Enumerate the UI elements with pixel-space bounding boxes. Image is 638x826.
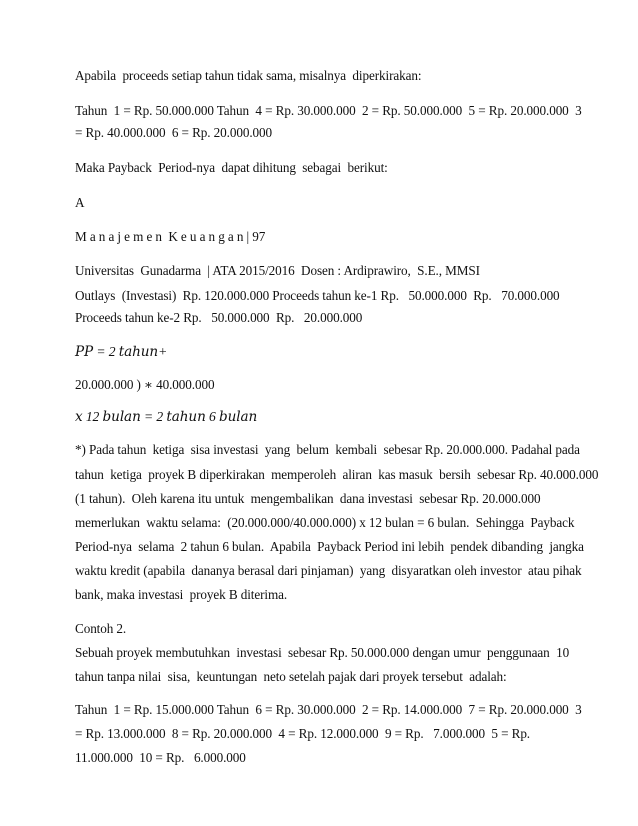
text-line: (1 tahun). Oleh karena itu untuk mengembalikan dana investasi sebesar Rp. 20.000.000 (75, 491, 541, 506)
text-line: bank, maka investasi proyek B diterima. (75, 587, 288, 602)
running-header: Universitas Gunadarma | ATA 2015/2016 Dosen : Ardiprawiro, S.E., MMSI (75, 263, 480, 278)
section-heading: Contoh 2. (75, 621, 127, 636)
text-line: *) Pada tahun ketiga sisa investasi yang belum kembali sebesar Rp. 20.000.000. Padahal pada (75, 442, 580, 457)
text-line: Outlays (Investasi) Rp. 120.000.000 Proceeds tahun ke-1 Rp. 50.000.000 Rp. 70.000.000 (75, 288, 560, 303)
text-line: 11.000.000 10 = Rp. 6.000.000 (75, 750, 246, 765)
text-line: tahun tanpa nilai sisa, keuntungan neto setelah pajak dari proyek tersebut adalah: (75, 669, 507, 684)
text-line: waktu kredit (apabila dananya berasal dari pinjaman) yang disyaratkan oleh investor atau pihak (75, 563, 582, 578)
text-line: = Rp. 13.000.000 8 = Rp. 20.000.000 4 = Rp. 12.000.000 9 = Rp. 7.000.000 5 = Rp. (75, 726, 531, 741)
text-line: Apabila proceeds setiap tahun tidak sama, misalnya diperkirakan: (75, 68, 422, 83)
text-line: Proceeds tahun ke-2 Rp. 50.000.000 Rp. 20.000.000 (75, 310, 363, 325)
text-line: A (75, 195, 85, 210)
math-line: 𝑃𝑃 = 2 𝑡𝑎ℎ𝑢𝑛+ (75, 344, 168, 359)
text-line: = Rp. 40.000.000 6 = Rp. 20.000.000 (75, 125, 273, 140)
text-line: Maka Payback Period-nya dapat dihitung sebagai berikut: (75, 160, 388, 175)
math-line: 20.000.000 ) ∗ 40.000.000 (75, 377, 215, 392)
math-line: 𝑥 12 𝑏𝑢𝑙𝑎𝑛 = 2 𝑡𝑎ℎ𝑢𝑛 6 𝑏𝑢𝑙𝑎𝑛 (75, 409, 258, 424)
text-line: tahun ketiga proyek B diperkirakan memperoleh aliran kas masuk bersih sebesar Rp. 40.000.000 (75, 467, 599, 482)
text-line: Period-nya selama 2 tahun 6 bulan. Apabila Payback Period ini lebih pendek dibanding jangka (75, 539, 584, 554)
text-line: Tahun 1 = Rp. 50.000.000 Tahun 4 = Rp. 30.000.000 2 = Rp. 50.000.000 5 = Rp. 20.000.000 3 (75, 103, 582, 118)
text-line: memerlukan waktu selama: (20.000.000/40.000.000) x 12 bulan = 6 bulan. Sehingga Payback (75, 515, 575, 530)
running-header: M a n a j e m e n K e u a n g a n | 97 (75, 229, 266, 244)
text-line: Sebuah proyek membutuhkan investasi sebesar Rp. 50.000.000 dengan umur penggunaan 10 (75, 645, 570, 660)
text-line: Tahun 1 = Rp. 15.000.000 Tahun 6 = Rp. 30.000.000 2 = Rp. 14.000.000 7 = Rp. 20.000.000 3 (75, 702, 582, 717)
